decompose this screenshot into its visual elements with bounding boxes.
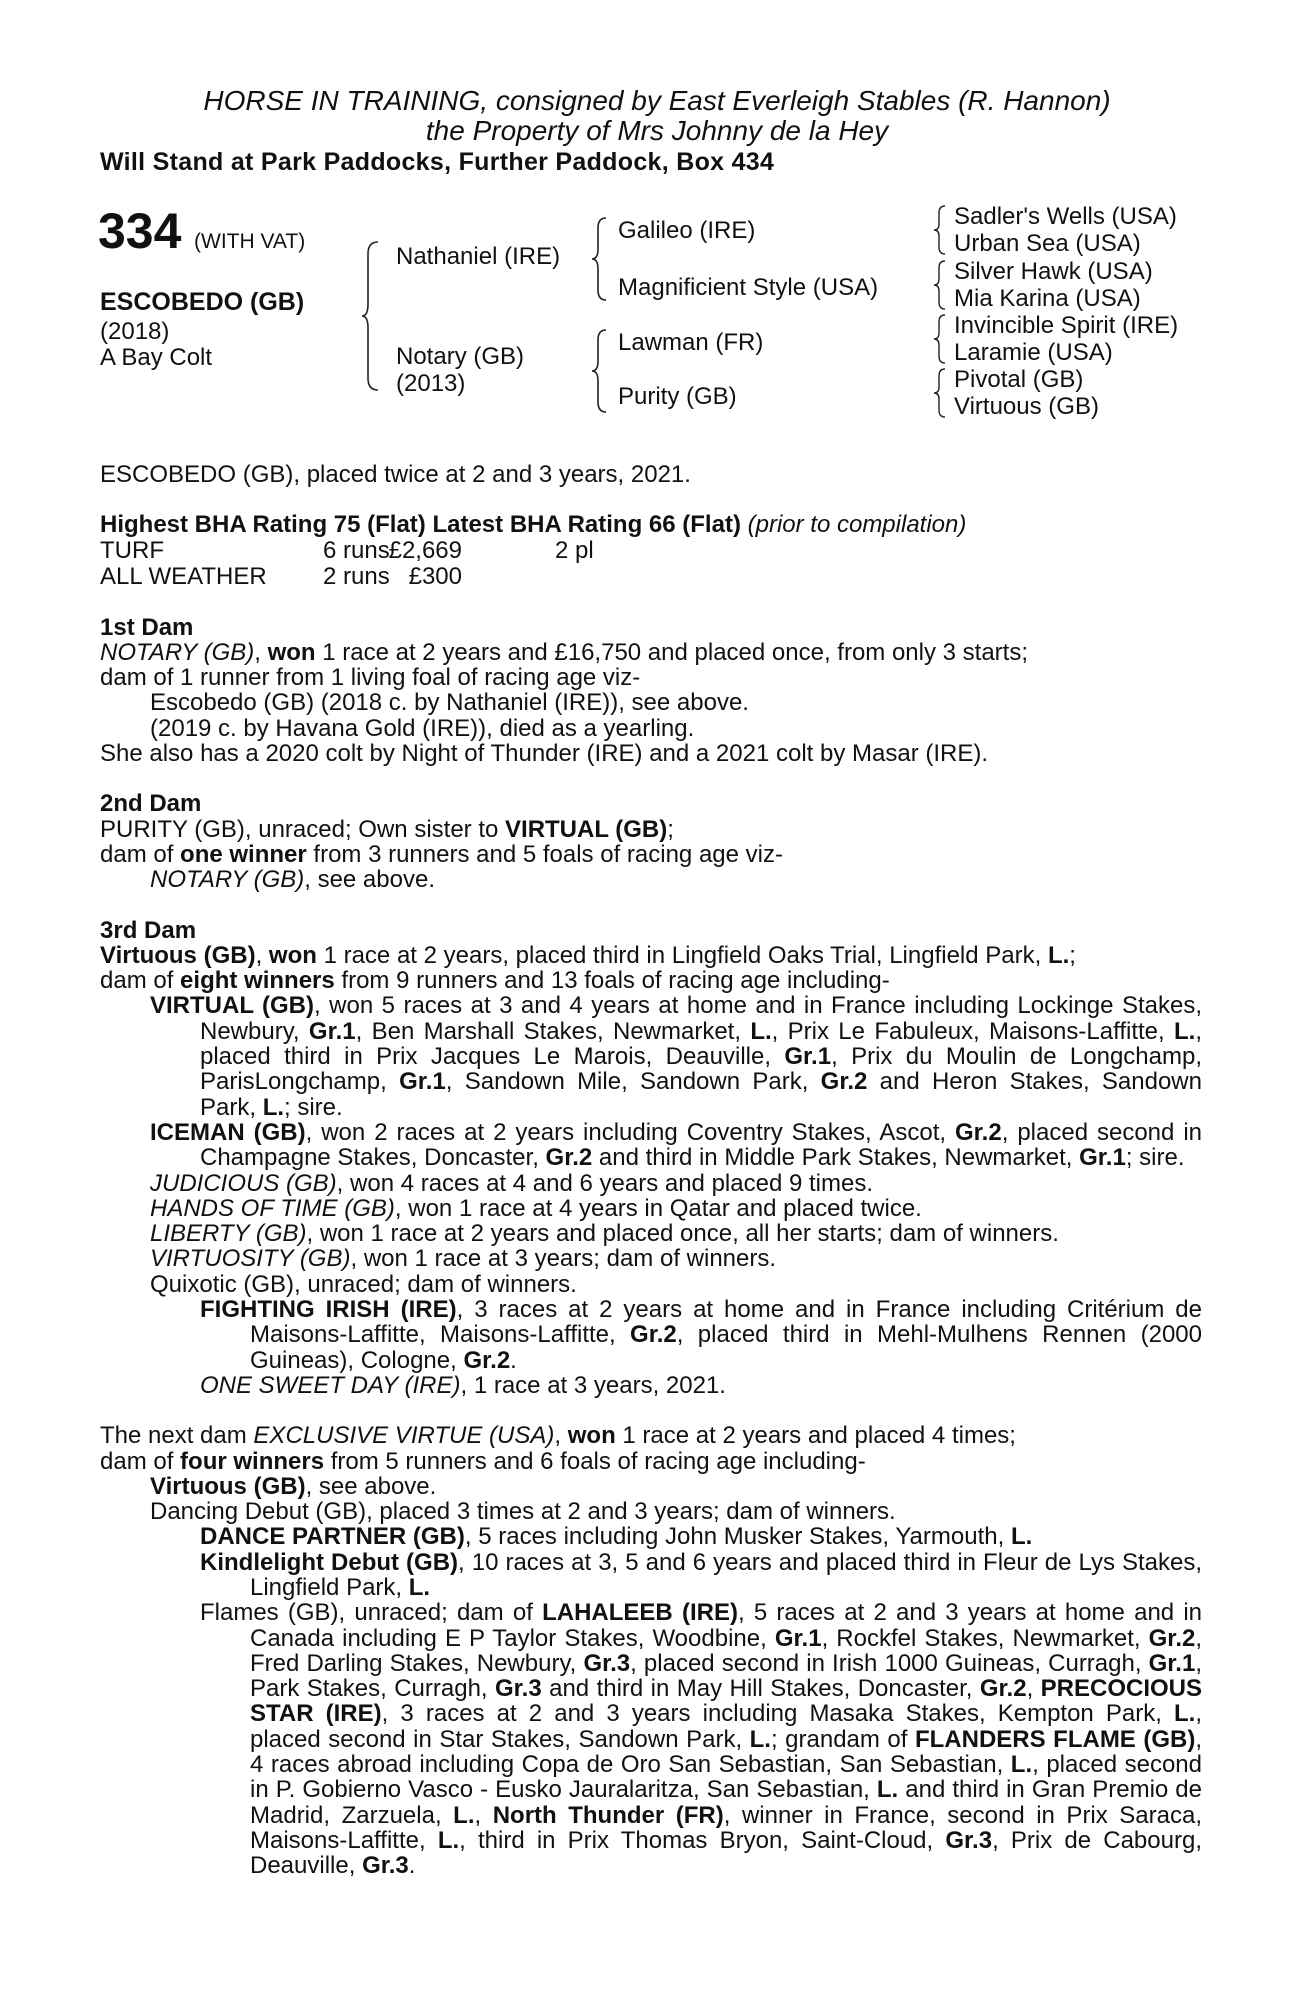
second-dam-produce: dam of one winner from 3 runners and 5 foals of racing age viz- bbox=[100, 840, 783, 868]
gen3-2: Urban Sea (USA) bbox=[954, 230, 1141, 257]
first-dam-record: NOTARY (GB), won 1 race at 2 years and £16,750 and placed once, from only 3 starts; bbox=[100, 638, 1029, 666]
grandsire-dam: Lawman (FR) bbox=[618, 329, 764, 356]
produce-virtuosity: VIRTUOSITY (GB), won 1 race at 3 years; dam of winners. bbox=[150, 1245, 777, 1273]
produce-flames: Flames (GB), unraced; dam of LAHALEEB (IRE), 5 races at 2 and 3 years at home and in Canada including E P Taylor Stakes, Woodbine, Gr.1, Rockfel Stakes, Newmarket, Gr.2, Fred Darling Stakes, Newbury, Gr.3, placed second in Irish 1000 Guineas, Curragh, Gr.1, Park Stakes, Curragh, Gr.3 and third in May Hill Stakes, Doncaster, Gr.2, PRECOCIOUS STAR (IRE), 3 races at 2 and 3 years including Masaka Stakes, Kempton Park, L., placed second in Star Stakes, Sandown Park, L.; grandam of FLANDERS FLAME (GB), 4 races abroad including Copa de Oro San Sebastian, San Sebastian, L., placed second in P. Gobierno Vasco - Eusko Jauralaritza, San Sebastian, L. and third in Gran Premio de Madrid, Zarzuela, L., North Thunder (FR), winner in France, second in Prix Saraca, Maisons-Laffitte, L., third in Prix Thomas Bryon, Saint-Cloud, Gr.3, Prix de Cabourg, Deauville, Gr.3. bbox=[200, 1599, 1203, 1880]
all-weather-earnings: £300 bbox=[408, 562, 462, 590]
produce-hands-of-time: HANDS OF TIME (GB), won 1 race at 4 years in Qatar and placed twice. bbox=[150, 1194, 922, 1222]
third-dam-produce: dam of eight winners from 9 runners and 13 foals of racing age including- bbox=[100, 967, 890, 995]
first-dam-heading: 1st Dam bbox=[100, 613, 194, 641]
dam-name: Notary (GB) bbox=[396, 343, 525, 370]
horse-year: (2018) bbox=[100, 318, 170, 345]
horse-name: ESCOBEDO (GB) bbox=[100, 288, 305, 316]
rating-note: (prior to compilation) bbox=[747, 511, 967, 539]
third-dam-heading: 3rd Dam bbox=[100, 916, 197, 944]
produce-one-sweet-day: ONE SWEET DAY (IRE), 1 race at 3 years, 2021. bbox=[200, 1371, 726, 1399]
turf-placed: 2 pl bbox=[555, 536, 594, 564]
sire-dam-brace bbox=[360, 240, 382, 392]
magnificient-style-brace bbox=[932, 259, 948, 311]
second-dam-record: PURITY (GB), unraced; Own sister to VIRTUAL (GB); bbox=[100, 815, 674, 843]
grandsire-sire: Galileo (IRE) bbox=[618, 217, 756, 244]
produce-2018: Escobedo (GB) (2018 c. by Nathaniel (IRE)), see above. bbox=[150, 689, 749, 717]
race-summary: ESCOBEDO (GB), placed twice at 2 and 3 years, 2021. bbox=[100, 461, 691, 488]
galileo-brace bbox=[932, 204, 948, 256]
vat-note: (WITH VAT) bbox=[194, 230, 306, 253]
lot-number: 334 bbox=[98, 203, 182, 259]
horse-description: A Bay Colt bbox=[100, 344, 213, 371]
first-dam-later-foals: She also has a 2020 colt by Night of Thunder (IRE) and a 2021 colt by Masar (IRE). bbox=[100, 740, 989, 768]
produce-iceman: ICEMAN (GB), won 2 races at 2 years including Coventry Stakes, Ascot, Gr.2, placed second in Champagne Stakes, Doncaster, Gr.2 and third in Middle Park Stakes, Newmarket, Gr.1; sire. bbox=[150, 1118, 1203, 1172]
gen3-1: Sadler's Wells (USA) bbox=[954, 203, 1177, 230]
turf-label: TURF bbox=[100, 536, 164, 564]
granddam-dam: Purity (GB) bbox=[618, 383, 737, 410]
produce-kindlelight-debut: Kindlelight Debut (GB), 10 races at 3, 5 and 6 years and placed third in Fleur de Lys Stakes, Lingfield Park, L. bbox=[200, 1548, 1203, 1601]
produce-fighting-irish: FIGHTING IRISH (IRE), 3 races at 2 years at home and in France including Critérium de Maisons-Laffitte, Maisons-Laffitte, Gr.2, placed third in Mehl-Mulhens Rennen (2000 Guineas), Cologne, Gr.2. bbox=[200, 1296, 1203, 1374]
produce-judicious: JUDICIOUS (GB), won 4 races at 4 and 6 years and placed 9 times. bbox=[150, 1169, 873, 1197]
stand-location: Will Stand at Park Paddocks, Further Paddock, Box 434 bbox=[100, 148, 775, 176]
gen3-3: Silver Hawk (USA) bbox=[954, 258, 1153, 285]
next-dam-record: The next dam EXCLUSIVE VIRTUE (USA), won 1 race at 2 years and placed 4 times; bbox=[100, 1422, 1016, 1450]
property-line: the Property of Mrs Johnny de la Hey bbox=[425, 115, 889, 146]
catalogue-body bbox=[100, 462, 1202, 1879]
sire-name: Nathaniel (IRE) bbox=[396, 243, 561, 270]
gen3-5: Invincible Spirit (IRE) bbox=[954, 312, 1179, 339]
second-dam-notary: NOTARY (GB), see above. bbox=[150, 866, 435, 894]
gen3-6: Laramie (USA) bbox=[954, 339, 1113, 366]
produce-quixotic: Quixotic (GB), unraced; dam of winners. bbox=[150, 1270, 577, 1298]
turf-earnings: £2,669 bbox=[388, 536, 462, 564]
third-dam-record: Virtuous (GB), won 1 race at 2 years, placed third in Lingfield Oaks Trial, Lingfield Park, L.; bbox=[100, 941, 1076, 969]
all-weather-runs: 2 runs bbox=[323, 562, 390, 590]
gen3-4: Mia Karina (USA) bbox=[954, 285, 1141, 312]
sire-brace bbox=[590, 216, 610, 302]
second-dam-heading: 2nd Dam bbox=[100, 790, 202, 818]
dam-brace bbox=[590, 328, 610, 414]
purity-brace bbox=[932, 367, 948, 419]
first-dam-produce: dam of 1 runner from 1 living foal of racing age viz- bbox=[100, 664, 641, 692]
produce-dancing-debut: Dancing Debut (GB), placed 3 times at 2 and 3 years; dam of winners. bbox=[150, 1498, 896, 1526]
dam-year: (2013) bbox=[396, 370, 466, 397]
turf-row bbox=[100, 538, 1202, 564]
produce-liberty: LIBERTY (GB), won 1 race at 2 years and placed once, all her starts; dam of winners. bbox=[150, 1220, 1059, 1248]
rating-line bbox=[100, 512, 1202, 537]
produce-2019: (2019 c. by Havana Gold (IRE)), died as a yearling. bbox=[150, 714, 695, 742]
next-dam-produce: dam of four winners from 5 runners and 6 foals of racing age including- bbox=[100, 1447, 866, 1475]
bha-rating: Highest BHA Rating 75 (Flat) Latest BHA Rating 66 (Flat) bbox=[100, 511, 741, 539]
consignor-line: HORSE IN TRAINING, consigned by East Everleigh Stables (R. Hannon) bbox=[203, 85, 1111, 116]
produce-dance-partner: DANCE PARTNER (GB), 5 races including John Musker Stakes, Yarmouth, L. bbox=[200, 1523, 1033, 1551]
turf-runs: 6 runs bbox=[323, 536, 390, 564]
lawman-brace bbox=[932, 313, 948, 365]
all-weather-row bbox=[100, 564, 1202, 590]
gen3-7: Pivotal (GB) bbox=[954, 366, 1084, 393]
produce-virtuous: Virtuous (GB), see above. bbox=[150, 1472, 437, 1500]
granddam-sire: Magnificient Style (USA) bbox=[618, 274, 879, 301]
produce-virtual: VIRTUAL (GB), won 5 races at 3 and 4 years at home and in France including Lockinge Stakes, Newbury, Gr.1, Ben Marshall Stakes, Newmarket, L., Prix Le Fabuleux, Maisons-Laffitte, L., placed third in Prix Jacques Le Marois, Deauville, Gr.1, Prix du Moulin de Longchamp, ParisLongchamp, Gr.1, Sandown Mile, Sandown Park, Gr.2 and Heron Stakes, Sandown Park, L.; sire. bbox=[150, 992, 1203, 1121]
gen3-8: Virtuous (GB) bbox=[954, 393, 1099, 420]
all-weather-label: ALL WEATHER bbox=[100, 562, 267, 590]
